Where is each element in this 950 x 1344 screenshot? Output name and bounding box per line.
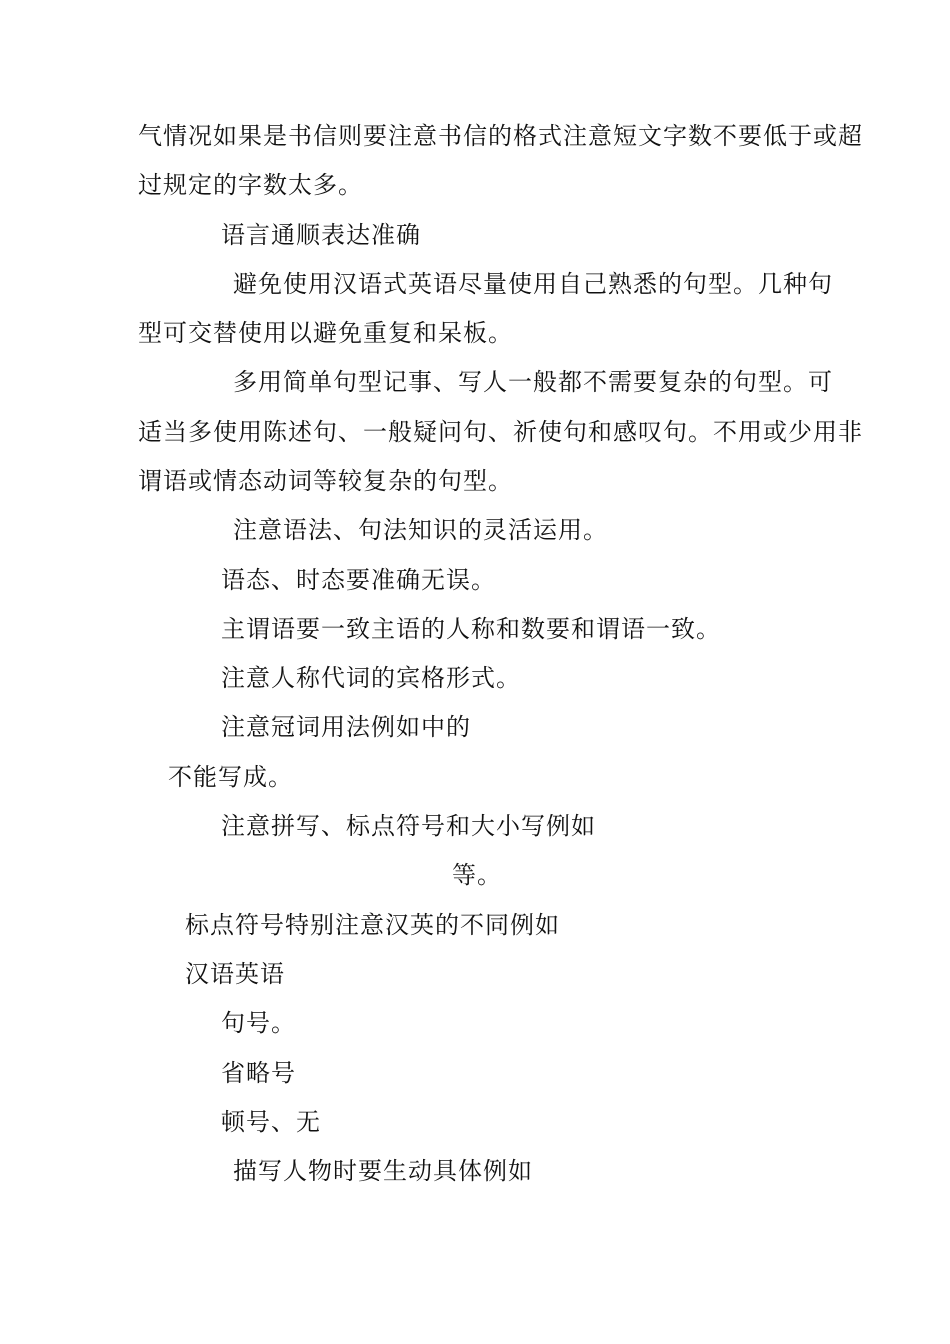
text-line: 谓语或情态动词等较复杂的句型。 <box>138 467 513 495</box>
text-line: 注意冠词用法例如中的 <box>221 713 471 741</box>
text-line: 注意拼写、标点符号和大小写例如 <box>221 812 596 840</box>
text-line: 型可交替使用以避免重复和呆板。 <box>138 319 513 347</box>
text-line: 等。 <box>452 861 502 889</box>
text-line: 注意人称代词的宾格形式。 <box>221 664 521 692</box>
text-line: 顿号、无 <box>221 1108 321 1136</box>
text-line: 描写人物时要生动具体例如 <box>233 1157 533 1185</box>
section-heading: 语言通顺表达准确 <box>221 221 421 249</box>
text-line: 语态、时态要准确无误。 <box>221 566 496 594</box>
text-line: 气情况如果是书信则要注意书信的格式注意短文字数不要低于或超 <box>138 122 863 150</box>
text-line: 标点符号特别注意汉英的不同例如 <box>185 911 560 939</box>
text-line: 不能写成。 <box>168 763 293 791</box>
text-line: 过规定的字数太多。 <box>138 171 363 199</box>
text-line: 汉语英语 <box>185 960 285 988</box>
text-line: 避免使用汉语式英语尽量使用自己熟悉的句型。几种句 <box>233 270 833 298</box>
text-line: 适当多使用陈述句、一般疑问句、祈使句和感叹句。不用或少用非 <box>138 418 863 446</box>
text-line: 注意语法、句法知识的灵活运用。 <box>233 516 608 544</box>
text-line: 省略号 <box>221 1059 296 1087</box>
text-line: 多用简单句型记事、写人一般都不需要复杂的句型。可 <box>233 368 833 396</box>
text-line: 主谓语要一致主语的人称和数要和谓语一致。 <box>221 615 721 643</box>
text-line: 句号。 <box>221 1009 296 1037</box>
